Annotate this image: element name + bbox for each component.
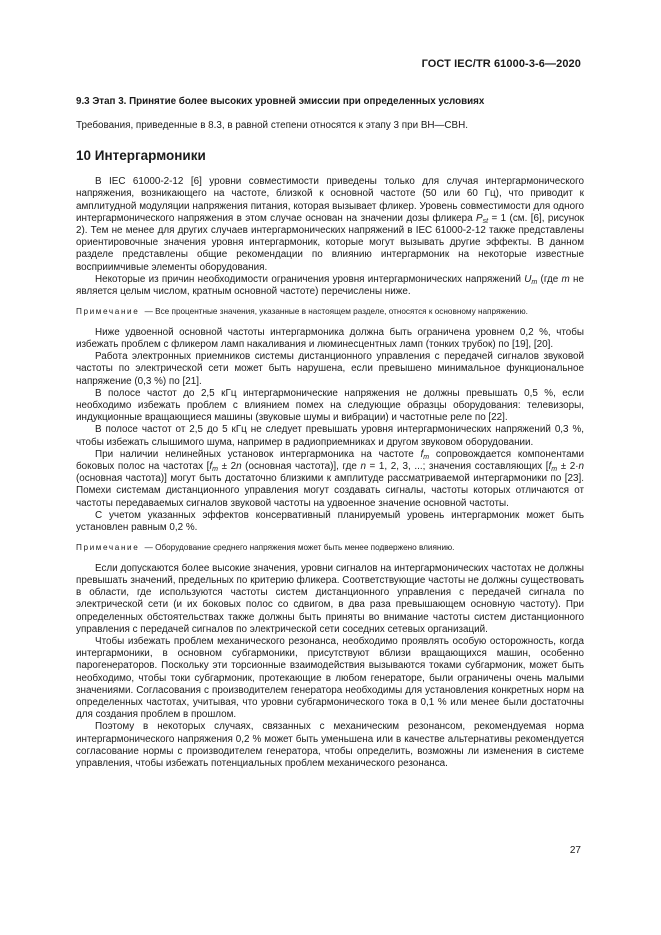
section-9-3-text: Требования, приведенные в 8.3, в равной степени относятся к этапу 3 при ВН—СВН. [76,120,469,131]
document-header: ГОСТ IEC/TR 61000-3-6—2020 [421,58,581,70]
paragraph-7: При наличии нелинейных установок интергармоника на частоте $f_m$ сопровождается компонентами боковых полос на частотах [$f_m \pm 2n$ (основная частота)], где n = 1, 2, 3, ...; значения составляющих [$f_m \pm 2\cdot n$ (основная частота)] могут быть достаточно близкими к амплитуде рассматриваемой интергармоники по [23]. Помехи системам дистанционного управления могут создавать сигналы, частоты которых отличаются от частоты передаваемых сигналов звуковой частоты на удвоенное значение основной частоты. [76,448,584,509]
note-1: Примечание — Все процентные значения, указанные в настоящем разделе, относятся к основному напряжению. [76,307,528,317]
paragraph-11: Поэтому в некоторых случаях, связанных с механическим резонансом, рекомендуемая норма интергармонического напряжения 0,2 % может быть уменьшена или в качестве альтернативы рекомендуется согласование нормы с производителем генератора, чтобы определить, возможны ли изменения в системе управления, чтобы избежать потенциальных проблем механического резонанса. [76,721,584,769]
section-10-heading: 10 Интергармоники [76,148,206,164]
paragraph-8: С учетом указанных эффектов консервативный планируемый уровень интергармоник может быть установлен равным 0,2 %. [76,509,584,533]
note-2: Примечание — Оборудование среднего напряжения может быть менее подвержено влиянию. [76,543,455,553]
paragraph-6: В полосе частот от 2,5 до 5 кГц не следует превышать уровня интергармонических напряжений 0,3 %, чтобы избежать слышимого шума, например в радиоприемниках и другом звуковом оборудовании. [76,424,584,448]
paragraph-5: В полосе частот до 2,5 кГц интергармонические напряжения не должны превышать 0,5 %, если необходимо избежать проблем с влиянием помех на следующие образцы оборудования: телевизоры, индукционные вращающиеся машины (звуковые шумы и вибрации) и частотные реле по [22]. [76,387,584,424]
paragraph-9: Если допускаются более высокие значения, уровни сигналов на интергармонических частотах не должны превышать значений, предельных по критерию фликера. Соответствующие частоты не должны существовать в области, где используются частоты систем дистанционного управления с передачей сигнала по электрической сети (и их боковых полос со сдвигом, в два раза превышающем основную частоту). При определенных обстоятельствах также должны быть приняты во внимание частоты систем дистанционного управления с передачей сигналов по электрической сети соседних сетевых организаций. [76,562,584,635]
paragraph-10: Чтобы избежать проблем механического резонанса, необходимо проявлять особую осторожность, когда интергармоники, в основном субгармоники, присутствуют вблизи вращающихся машин, особенно парогенераторов. Поскольку эти торсионные взаимодействия вызываются токами субгармоник, может быть необходимо, чтобы токи субгармоник, протекающие в любом генераторе, были ограничены очень малыми значениями. Согласования с производителем генератора необходимы для установления конкретных норм на определенных частотах, учитывая, что уровни субгармонического тока в 0,1 % или менее были достаточны для создания проблем в прошлом. [76,635,584,721]
paragraph-3: Ниже удвоенной основной частоты интергармоника должна быть ограничена уровнем 0,2 %, чтобы избежать проблем с фликером ламп накаливания и люминесцентных ламп (тонких трубок) по [19], [20]. [76,326,584,350]
page-content [76,96,584,770]
section-9-3-heading: 9.3 Этап 3. Принятие более высоких уровней эмиссии при определенных условиях [76,96,485,107]
paragraph-2: Некоторые из причин необходимости ограничения уровня интергармонических напряжений $U_m$ (где m не является целым числом, кратным основной частоте) перечислены ниже. [76,273,584,298]
paragraph-4: Работа электронных приемников системы дистанционного управления с передачей сигналов звуковой частоты по электрической сети может быть нарушена, если превышено минимальное функциональное напряжение (0,3 %) по [21]. [76,351,584,387]
paragraph-1: В IEC 61000-2-12 [6] уровни совместимости приведены только для случая интергармонического напряжения, возникающего на частоте, близкой к основной частоте (50 или 60 Гц), что приводит к амплитудной модуляции напряжения питания, которая вызывает фликер. Уровень совместимости для одного интергармонического напряжения в этом случае основан на значении дозы фликера $P_{st} = 1$ (см. [6], рисунок 2). Тем не менее для других случаев интергармонических напряжений в IEC 61000-2-12 также представлены ориентировочные значения уровня интергармоник, которые могут вызывать другие эффекты. В данном разделе представлены общие рекомендации по влиянию интергармоник на некоторые известные восприимчивые элементы оборудования. [76,176,584,273]
page-number: 27 [569,845,581,856]
